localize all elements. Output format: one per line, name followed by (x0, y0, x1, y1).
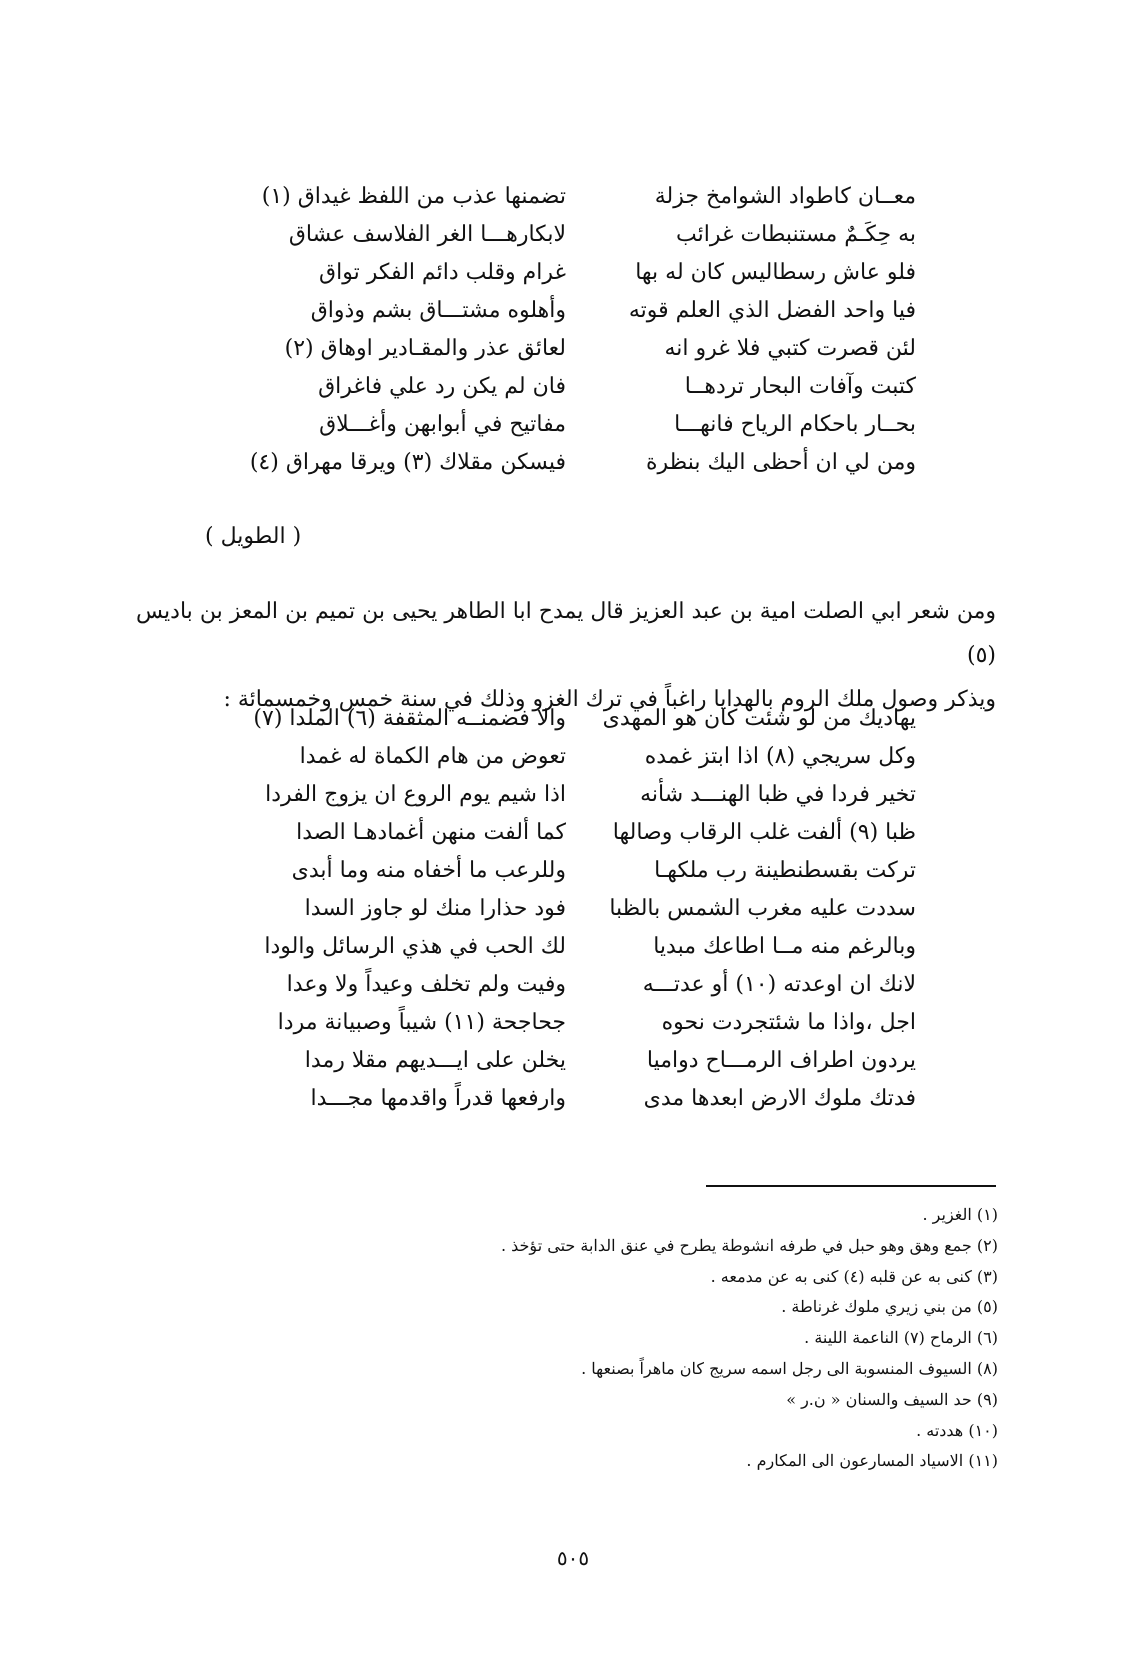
intro-line: ويذكر وصول ملك الروم بالهدايا راغباً في ترك الغزو وذلك في سنة خمس وخمسمائة : (223, 687, 996, 712)
verse-first-hemistich: سددت عليه مغرب الشمس بالظبا (609, 896, 916, 921)
verse-second-hemistich: وللرعب ما أخفاه منه وما أبدى (291, 858, 566, 883)
verse-first-hemistich: معــان كاطواد الشوامخ جزلة (654, 184, 916, 209)
verse-second-hemistich: وفيت ولم تخلف وعيداً ولا وعدا (286, 972, 566, 997)
verse-second-hemistich: لك الحب في هذي الرسائل والودا (264, 934, 566, 959)
verse (256, 368, 916, 406)
verse-first-hemistich: كتبت وآفات البحار تردهــا (684, 374, 916, 399)
verse (256, 1042, 916, 1080)
verse-second-hemistich: فان لم يكن رد علي فاغراق (318, 374, 566, 399)
verse-first-hemistich: ومن لي ان أحظى اليك بنظرة (646, 450, 916, 475)
verse (256, 330, 916, 368)
verse-first-hemistich: به حِكَـمٌ مستنبطات غرائب (675, 222, 916, 247)
verse-second-hemistich: فود حذارا منك لو جاوز السدا (304, 896, 566, 921)
footnote: (١) الغزير . (922, 1205, 998, 1224)
verse-second-hemistich: لابكارهـــا الغر الفلاسف عشاق (288, 222, 566, 247)
verse-second-hemistich: والا فضمنــه المثقفة (٦) الملدا (٧) (253, 706, 566, 731)
footnote: (١١) الاسياد المسارعون الى المكارم . (746, 1451, 998, 1471)
verse (256, 1004, 916, 1042)
verse-first-hemistich: بحــار باحكام الرياح فانهـــا (674, 412, 916, 437)
verse-first-hemistich: لئن قصرت كتبي فلا غرو انه (664, 336, 916, 361)
verse-second-hemistich: لعائق عذر والمقـادير اوهاق (٢) (284, 336, 566, 361)
verse-second-hemistich: اذا شيم يوم الروع ان يزوج الفردا (265, 782, 566, 807)
verse (256, 928, 916, 966)
verse-first-hemistich: فيا واحد الفضل الذي العلم قوته (628, 298, 916, 323)
verse-second-hemistich: يخلن على ايـــديهم مقلا رمدا (304, 1048, 566, 1073)
poem-block-2 (253, 700, 916, 1118)
verse (256, 1080, 916, 1118)
verse-second-hemistich: تضمنها عذب من اللفظ غيداق (١) (261, 184, 566, 209)
verse-first-hemistich: فدتك ملوك الارض ابعدها مدى (643, 1086, 916, 1111)
verse (256, 814, 916, 852)
verse-second-hemistich: جحاجحة (١١) شيباً وصبيانة مردا (277, 1010, 566, 1035)
page-number: ٥٠٥ (556, 1546, 590, 1570)
verse-second-hemistich: وأهلوه مشتـــاق بشم وذواق (310, 298, 566, 323)
verse-first-hemistich: وبالرغم منه مــا اطاعك مبديا (653, 934, 916, 959)
verse (256, 776, 916, 814)
verse (256, 966, 916, 1004)
poem-block-1 (249, 178, 916, 482)
verse (256, 178, 916, 216)
verse-first-hemistich: وكل سريجي (٨) اذا ابتز غمده (644, 744, 916, 769)
verse (253, 700, 916, 738)
verse-second-hemistich: فيسكن مقلاك (٣) ويرقا مهراق (٤) (249, 450, 566, 475)
verse-first-hemistich: يهاديك من لو شئت كان هو المهدى (602, 706, 916, 731)
footnote-divider (706, 1185, 996, 1187)
verse-second-hemistich: كما ألفت منهن أغمادهـا الصدا (296, 820, 566, 845)
footnote: (٣) كنى به عن قلبه (٤) كنى به عن مدمعه . (710, 1266, 998, 1286)
verse (256, 738, 916, 776)
footnote: (٦) الرماح (٧) الناعمة اللينة . (804, 1328, 998, 1348)
verse (256, 292, 916, 330)
footnote: (١٠) هددته . (916, 1420, 998, 1440)
footnote: (٥) من بني زيري ملوك غرناطة . (781, 1297, 998, 1317)
verse (256, 890, 916, 928)
verse-first-hemistich: اجل ،واذا ما شئتجردت نحوه (661, 1010, 916, 1035)
verse (249, 444, 916, 482)
verse-first-hemistich: تركت بقسطنطينة رب ملكهـا (654, 858, 916, 883)
verse-second-hemistich: وارفعها قدراً واقدمها مجـــدا (310, 1086, 566, 1111)
verse (256, 852, 916, 890)
verse-first-hemistich: تخير فردا في ظبا الهنـــد شأنه (640, 782, 916, 807)
intro-line: ومن شعر ابي الصلت امية بن عبد العزيز قال يمدح ابا الطاهر يحيى بن تميم بن المعز بن باديس (٥) (136, 599, 996, 668)
footnotes (238, 1200, 998, 1477)
verse-first-hemistich: فلو عاش رسطاليس كان له بها (635, 260, 916, 285)
footnote: (٨) السيوف المنسوبة الى رجل اسمه سريج كان ماهراً بصنعها . (581, 1358, 998, 1378)
meter-label: ( الطويل ) (205, 524, 302, 549)
verse-first-hemistich: لانك ان اوعدته (١٠) أو عدتـــه (642, 972, 916, 997)
footnote: (٩) حد السيف والسنان « ن.ر » (786, 1389, 998, 1409)
verse-second-hemistich: مفاتيح في أبوابهن وأغـــلاق (319, 412, 566, 437)
verse-second-hemistich: غرام وقلب دائم الفكر تواق (319, 260, 566, 285)
verse-first-hemistich: ظبا (٩) ألفت غلب الرقاب وصالها (612, 820, 916, 845)
footnote: (٢) جمع وهق وهو حبل في طرفه انشوطة يطرح في عنق الدابة حتى تؤخذ . (500, 1235, 998, 1255)
verse (256, 254, 916, 292)
verse-first-hemistich: يردون اطراف الرمـــاح دواميا (646, 1048, 916, 1073)
verse (256, 406, 916, 444)
verse (256, 216, 916, 254)
verse-second-hemistich: تعوض من هام الكماة له غمدا (299, 744, 566, 769)
